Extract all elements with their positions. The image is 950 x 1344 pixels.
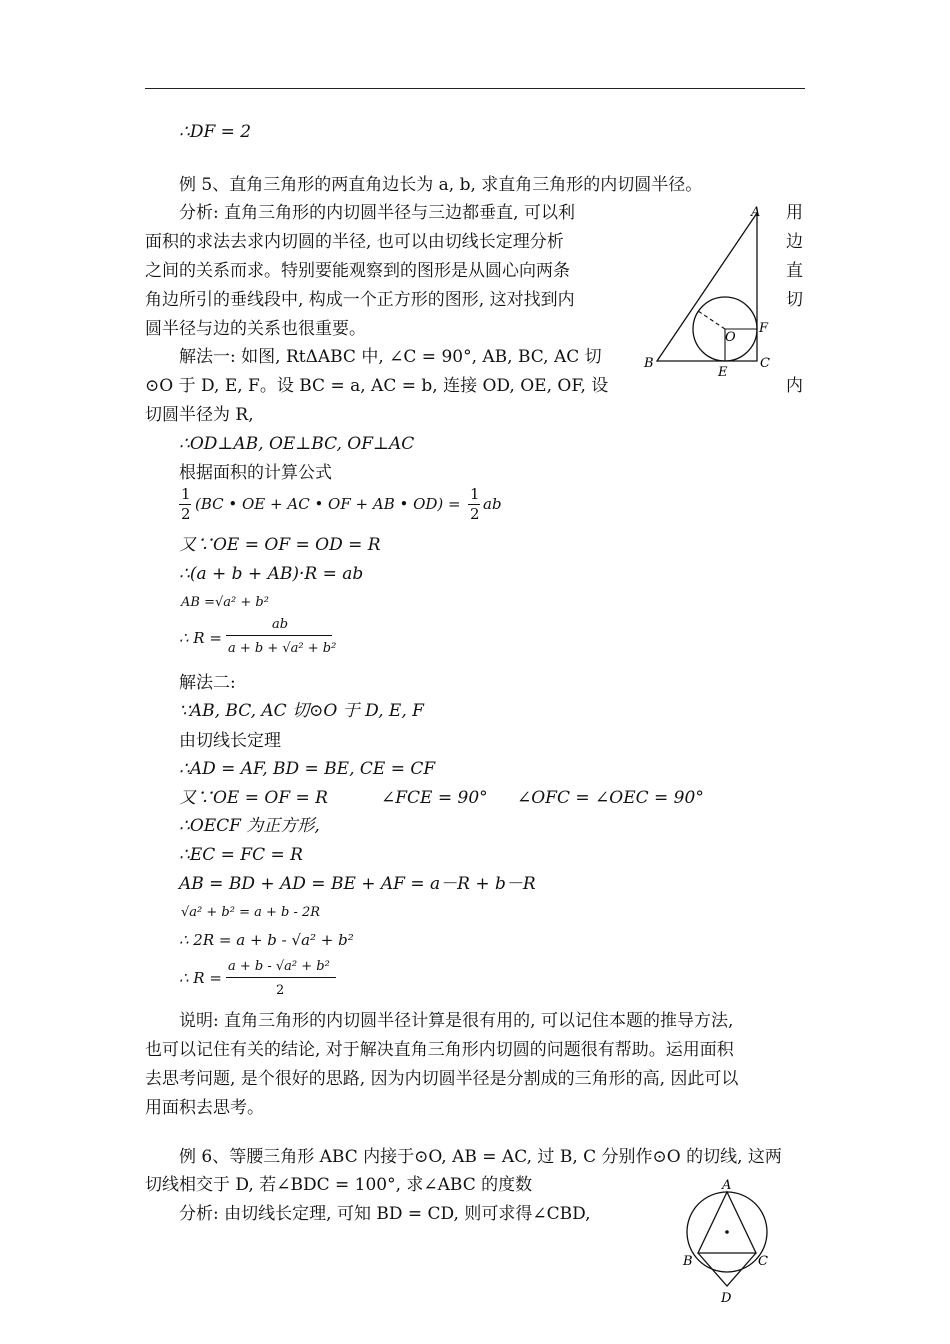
analysis-line-4-end: 切: [786, 290, 803, 310]
radius-2-denominator: 2: [276, 983, 285, 998]
center-dot: [725, 1230, 729, 1234]
line-df: ∴DF = 2: [179, 122, 252, 142]
area-ab: ab: [483, 495, 502, 513]
note-line-3: 去思考问题, 是个很好的思路, 因为内切圆半径是分割成的三角形的高, 因此可以: [145, 1069, 739, 1089]
area-sum-expression: (BC • OE + AC • OF + AB • OD) =: [195, 495, 461, 513]
label-e: E: [718, 365, 728, 380]
half-numerator-1: 1: [181, 485, 191, 503]
two-r-equation: ∴ 2R = a + b - √a² + b²: [179, 931, 354, 949]
analysis-line-1: 分析: 直角三角形的内切圆半径与三边都垂直, 可以利: [179, 203, 575, 223]
label-a-2: A: [722, 1178, 732, 1193]
hypotenuse-formula: AB =√a² + b²: [181, 595, 269, 610]
radius-denominator: a + b + √a² + b²: [228, 641, 337, 656]
note-line-4: 用面积去思考。: [145, 1098, 264, 1118]
label-d: D: [721, 1291, 732, 1306]
incircle-figure: [640, 200, 780, 380]
solution1-line-3: 切圆半径为 R,: [145, 405, 254, 425]
tangent-lengths: ∴AD = AF, BD = BE, CE = CF: [179, 759, 436, 779]
radius-2-numerator: a + b - √a² + b²: [228, 959, 330, 974]
radius-equal-r: 又∵OE = OF = R: [179, 788, 328, 808]
half-denominator-2: 2: [470, 505, 480, 523]
inscribed-triangle-figure: [680, 1175, 780, 1310]
label-c: C: [760, 356, 770, 371]
half-numerator-2: 1: [470, 485, 480, 503]
tangent-theorem: 由切线长定理: [179, 731, 281, 751]
radius-result-2-label: ∴ R =: [179, 969, 222, 987]
half-denominator-1: 2: [181, 505, 191, 523]
analysis-line-3-end: 直: [786, 261, 803, 281]
analysis-line-4: 角边所引的垂线段中, 构成一个正方形的图形, 这对找到内: [145, 290, 575, 310]
solution1-line-2-end: 内: [786, 376, 803, 396]
perpendicular-statement: ∴OD⊥AB, OE⊥BC, OF⊥AC: [179, 434, 415, 454]
note-line-2: 也可以记住有关的结论, 对于解决直角三角形内切圆的问题很有帮助。运用面积: [145, 1040, 734, 1060]
radius-fraction-bar: [226, 635, 332, 636]
area-formula-heading: 根据面积的计算公式: [179, 463, 332, 483]
label-o: O: [725, 330, 736, 345]
analysis-line-1-end: 用: [786, 203, 803, 223]
sqrt-equation: √a² + b² = a + b - 2R: [181, 905, 321, 920]
label-b-2: B: [683, 1254, 693, 1269]
angle-fce: ∠FCE = 90°: [381, 788, 488, 808]
radius-numerator: ab: [272, 617, 289, 632]
solution1-line-1: 解法一: 如图, RtΔABC 中, ∠C = 90°, AB, BC, AC 切: [179, 347, 602, 367]
example6-line-2: 切线相交于 D, 若∠BDC = 100°, 求∠ABC 的度数: [145, 1175, 533, 1195]
note-line-1: 说明: 直角三角形的内切圆半径计算是很有用的, 可以记住本题的推导方法,: [179, 1011, 734, 1031]
triangle-abc-2: [698, 1192, 756, 1253]
label-c-2: C: [758, 1254, 768, 1269]
header-rule: [145, 88, 805, 89]
angle-ofc-oec: ∠OFC = ∠OEC = 90°: [517, 788, 704, 808]
example6-title: 例 6、等腰三角形 ABC 内接于⊙O, AB = AC, 过 B, C 分别作⊙O 的切线, 这两: [179, 1147, 782, 1167]
label-f: F: [759, 321, 769, 336]
example5-title: 例 5、直角三角形的两直角边长为 a, b, 求直角三角形的内切圆半径。: [179, 175, 703, 195]
radius-equality: 又∵OE = OF = OD = R: [179, 535, 381, 555]
label-a: A: [751, 205, 761, 220]
radius-2-fraction-bar: [226, 977, 336, 978]
segment-od: [698, 311, 725, 329]
example6-analysis: 分析: 由切线长定理, 可知 BD = CD, 则可求得∠CBD,: [179, 1204, 591, 1224]
ec-fc-statement: ∴EC = FC = R: [179, 845, 303, 865]
analysis-line-2-end: 边: [786, 232, 803, 252]
triangle-abc: [657, 213, 757, 361]
analysis-line-2: 面积的求法去求内切圆的半径, 也可以由切线长定理分析: [145, 232, 564, 252]
solution1-line-2: ⊙O 于 D, E, F。设 BC = a, AC = b, 连接 OD, OE, OF, 设: [145, 376, 609, 396]
tangent-lines: [698, 1253, 756, 1286]
tangent-statement: ∵AB, BC, AC 切⊙O 于 D, E, F: [179, 701, 424, 721]
product-equation: ∴(a + b + AB)·R = ab: [179, 564, 364, 584]
radius-result-label: ∴ R =: [179, 629, 222, 647]
analysis-line-5: 圆半径与边的关系也很重要。: [145, 319, 366, 339]
ab-sum-statement: AB = BD + AD = BE + AF = a－R + b－R: [179, 874, 536, 894]
analysis-line-3: 之间的关系而求。特别要能观察到的图形是从圆心向两条: [145, 261, 570, 281]
label-b: B: [644, 356, 654, 371]
solution2-heading: 解法二:: [179, 673, 236, 693]
square-statement: ∴OECF 为正方形,: [179, 816, 320, 836]
